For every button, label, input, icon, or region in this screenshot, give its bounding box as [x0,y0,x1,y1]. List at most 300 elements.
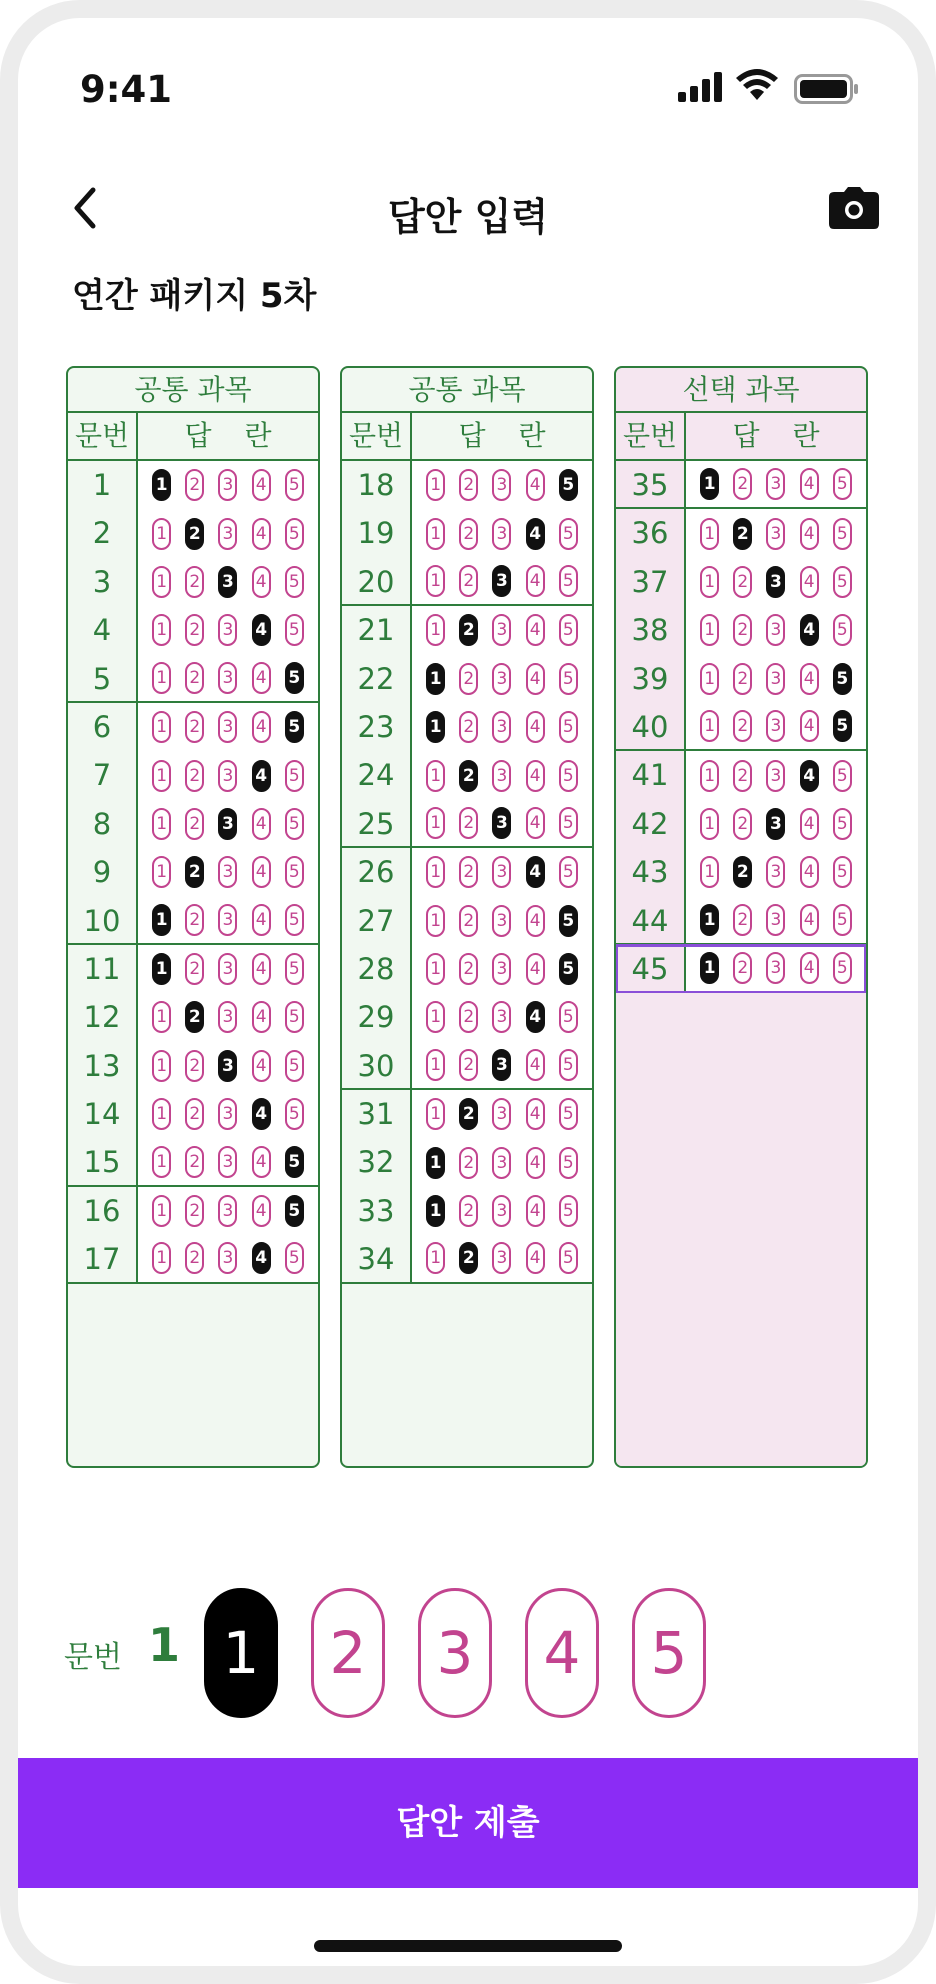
answer-sheet-1 [66,366,320,1468]
question-number: 16 [68,1187,138,1235]
sheet-empty-area [616,993,866,1466]
answer-bubble-2[interactable]: 2 [459,1242,478,1274]
answer-row[interactable] [68,800,318,848]
answer-bubble-2[interactable]: 2 [459,807,478,839]
answer-bubble-5[interactable]: 5 [285,711,304,743]
answer-bubble-1[interactable]: 1 [426,565,445,597]
answer-bubble-1[interactable]: 1 [426,1195,445,1227]
answer-bubble-4[interactable]: 4 [526,953,545,985]
answer-bubble-1[interactable]: 1 [700,663,719,695]
answer-bubble-4[interactable]: 4 [526,1242,545,1274]
answer-bubble-1[interactable]: 1 [700,904,719,936]
answer-row[interactable] [616,558,866,606]
answer-bubble-4[interactable]: 4 [800,760,819,792]
answer-bubble-3[interactable]: 3 [492,1001,511,1033]
answer-row[interactable] [68,509,318,557]
answer-bubble-1[interactable]: 1 [152,904,171,936]
question-number-header: 문번 [68,413,138,459]
answer-bubble-4[interactable]: 4 [252,469,271,501]
answer-bubble-4[interactable]: 4 [252,856,271,888]
answer-row[interactable] [68,703,318,751]
answer-row[interactable] [68,1187,318,1235]
answer-bubble-3[interactable]: 3 [492,565,511,597]
answer-row[interactable] [68,897,318,945]
answer-bubble-3[interactable]: 3 [766,760,785,792]
answer-bubble-2[interactable]: 2 [733,856,752,888]
answer-row[interactable] [342,751,592,799]
answer-bubble-1[interactable]: 1 [426,856,445,888]
answer-bubble-5[interactable]: 5 [559,1098,578,1130]
answer-bubble-4[interactable]: 4 [252,711,271,743]
answer-bubble-3[interactable]: 3 [766,566,785,598]
answer-bubble-5[interactable]: 5 [559,614,578,646]
answer-bubble-2[interactable]: 2 [185,1050,204,1082]
answer-bubble-3[interactable]: 3 [492,614,511,646]
answer-bubble-2[interactable]: 2 [733,614,752,646]
answer-bubble-3[interactable]: 3 [492,953,511,985]
answer-bubble-3[interactable]: 3 [492,807,511,839]
answer-bubble-1[interactable]: 1 [152,760,171,792]
question-number: 42 [616,800,686,848]
answer-bubble-5[interactable]: 5 [559,1195,578,1227]
exam-name: 연간 패키지 5차 [72,276,317,316]
answer-bubble-5[interactable]: 5 [285,1146,304,1178]
answer-bubble-3[interactable]: 3 [218,518,237,550]
answer-bubble-5[interactable]: 5 [285,1050,304,1082]
answer-bubble-1[interactable]: 1 [700,760,719,792]
answer-bubble-5[interactable]: 5 [285,953,304,985]
submit-button[interactable]: 답안 제출 [18,1758,918,1888]
answer-bubble-2[interactable]: 2 [459,1147,478,1179]
answer-bubble-5[interactable]: 5 [559,1147,578,1179]
answer-bubble-4[interactable]: 4 [526,1195,545,1227]
answer-row[interactable] [68,848,318,896]
answer-bubble-3[interactable]: 3 [218,856,237,888]
answer-bubble-4[interactable]: 4 [526,856,545,888]
answer-row[interactable] [342,897,592,945]
answer-bubble-2[interactable]: 2 [459,1098,478,1130]
answer-bubble-5[interactable]: 5 [833,856,852,888]
answer-bubble-4[interactable]: 4 [800,952,819,984]
answer-bubble-1[interactable]: 1 [426,663,445,695]
page-title: 답안 입력 [387,195,549,239]
answer-bubble-2[interactable]: 2 [459,760,478,792]
answer-bubble-2[interactable]: 2 [733,760,752,792]
choice-button-5[interactable]: 5 [632,1588,706,1718]
answer-row[interactable] [342,1235,592,1283]
sheet-empty-area [68,1284,318,1466]
answer-bubble-2[interactable]: 2 [185,953,204,985]
answer-bubbles [412,606,592,654]
answer-bubble-5[interactable]: 5 [559,856,578,888]
answer-bubble-4[interactable]: 4 [526,614,545,646]
answer-row[interactable] [342,461,592,509]
answer-bubble-5[interactable]: 5 [833,952,852,984]
answer-bubble-2[interactable]: 2 [459,905,478,937]
answer-bubble-3[interactable]: 3 [218,808,237,840]
answer-bubble-5[interactable]: 5 [833,518,852,550]
answer-bubble-1[interactable]: 1 [426,1049,445,1081]
answer-bubble-4[interactable]: 4 [252,614,271,646]
answer-bubble-5[interactable]: 5 [285,1098,304,1130]
answer-bubble-5[interactable]: 5 [285,614,304,646]
answer-bubble-4[interactable]: 4 [800,468,819,500]
answer-bubble-4[interactable]: 4 [252,953,271,985]
answer-bubble-4[interactable]: 4 [526,565,545,597]
answer-bubble-1[interactable]: 1 [426,953,445,985]
answer-bubble-2[interactable]: 2 [185,711,204,743]
answer-bubble-1[interactable]: 1 [700,808,719,840]
answer-row[interactable] [68,945,318,993]
choice-button-4[interactable]: 4 [525,1588,599,1718]
answer-bubble-1[interactable]: 1 [426,518,445,550]
answer-row[interactable] [342,993,592,1041]
answer-bubble-2[interactable]: 2 [733,904,752,936]
answer-row[interactable] [342,848,592,896]
answer-bubble-1[interactable]: 1 [426,760,445,792]
answer-bubble-5[interactable]: 5 [285,1001,304,1033]
answer-bubble-5[interactable]: 5 [559,1242,578,1274]
answer-bubble-4[interactable]: 4 [252,1146,271,1178]
answer-bubble-1[interactable]: 1 [426,1147,445,1179]
answer-bubble-1[interactable]: 1 [152,662,171,694]
answer-bubble-5[interactable]: 5 [559,905,578,937]
answer-bubble-3[interactable]: 3 [218,1146,237,1178]
answer-bubble-4[interactable]: 4 [526,1098,545,1130]
answer-bubble-5[interactable]: 5 [285,904,304,936]
answer-bubble-2[interactable]: 2 [185,904,204,936]
answer-bubble-3[interactable]: 3 [218,662,237,694]
answer-bubble-2[interactable]: 2 [185,1242,204,1274]
answer-bubble-4[interactable]: 4 [526,760,545,792]
answer-bubble-3[interactable]: 3 [492,663,511,695]
answer-bubble-1[interactable]: 1 [152,1242,171,1274]
answer-bubble-1[interactable]: 1 [700,468,719,500]
answer-bubbles [412,993,592,1041]
answer-bubble-1[interactable]: 1 [700,566,719,598]
answer-bubble-3[interactable]: 3 [218,1050,237,1082]
question-number: 15 [68,1138,138,1184]
answer-bubble-3[interactable]: 3 [218,469,237,501]
answer-bubble-4[interactable]: 4 [526,807,545,839]
answer-bubble-1[interactable]: 1 [426,614,445,646]
answer-bubble-3[interactable]: 3 [766,856,785,888]
answer-bubble-4[interactable]: 4 [800,808,819,840]
answer-row[interactable] [616,800,866,848]
answer-bubble-3[interactable]: 3 [766,904,785,936]
answer-bubble-1[interactable]: 1 [152,518,171,550]
answer-bubble-4[interactable]: 4 [252,808,271,840]
answer-bubble-1[interactable]: 1 [152,1050,171,1082]
answer-bubble-3[interactable]: 3 [218,1098,237,1130]
sheet-empty-area [342,1284,592,1466]
answer-bubble-2[interactable]: 2 [459,953,478,985]
answer-bubble-3[interactable]: 3 [492,1098,511,1130]
answer-bubble-3[interactable]: 3 [218,711,237,743]
answer-bubble-5[interactable]: 5 [559,953,578,985]
answer-bubble-4[interactable]: 4 [252,1195,271,1227]
answer-bubble-3[interactable]: 3 [492,711,511,743]
answer-bubble-1[interactable]: 1 [152,1098,171,1130]
answer-row[interactable] [342,1187,592,1235]
answer-bubble-5[interactable]: 5 [285,856,304,888]
wifi-icon [736,68,778,102]
answer-bubble-5[interactable]: 5 [833,904,852,936]
answer-bubble-5[interactable]: 5 [559,518,578,550]
answer-bubble-1[interactable]: 1 [700,856,719,888]
answer-bubbles [412,800,592,846]
answer-bubble-2[interactable]: 2 [459,518,478,550]
answer-row[interactable] [68,993,318,1041]
answer-bubble-4[interactable]: 4 [800,566,819,598]
answer-bubble-4[interactable]: 4 [252,662,271,694]
answer-bubble-3[interactable]: 3 [218,760,237,792]
answer-bubble-5[interactable]: 5 [559,1049,578,1081]
answer-row[interactable] [616,461,866,509]
answer-row[interactable] [68,751,318,799]
answer-bubble-1[interactable]: 1 [152,953,171,985]
answer-bubble-2[interactable]: 2 [733,808,752,840]
answer-bubble-3[interactable]: 3 [766,663,785,695]
answer-bubble-5[interactable]: 5 [559,663,578,695]
answer-bubble-3[interactable]: 3 [766,710,785,742]
answer-bubble-1[interactable]: 1 [152,1195,171,1227]
answer-bubble-2[interactable]: 2 [459,565,478,597]
answer-bubble-5[interactable]: 5 [559,711,578,743]
answer-bubble-2[interactable]: 2 [185,469,204,501]
answer-bubble-1[interactable]: 1 [152,856,171,888]
answer-row[interactable] [616,703,866,751]
answer-bubble-2[interactable]: 2 [459,614,478,646]
answer-row[interactable] [342,945,592,993]
answer-bubble-2[interactable]: 2 [185,1195,204,1227]
answer-row[interactable] [68,1138,318,1186]
answer-bubble-5[interactable]: 5 [559,469,578,501]
answer-bubble-1[interactable]: 1 [152,808,171,840]
answer-bubble-4[interactable]: 4 [526,518,545,550]
answer-bubble-4[interactable]: 4 [800,710,819,742]
answer-row[interactable] [616,509,866,557]
question-number: 20 [342,558,412,604]
answer-row[interactable] [68,1090,318,1138]
answer-row[interactable] [342,509,592,557]
answer-bubble-4[interactable]: 4 [252,1242,271,1274]
answer-bubble-3[interactable]: 3 [766,468,785,500]
answer-bubble-4[interactable]: 4 [526,663,545,695]
answer-bubble-2[interactable]: 2 [733,518,752,550]
answer-bubble-1[interactable]: 1 [426,711,445,743]
answer-bubble-1[interactable]: 1 [426,1242,445,1274]
answer-bubble-4[interactable]: 4 [526,1147,545,1179]
answer-bubble-3[interactable]: 3 [766,518,785,550]
answer-bubble-5[interactable]: 5 [285,1242,304,1274]
answer-row[interactable] [616,655,866,703]
answer-bubble-2[interactable]: 2 [733,663,752,695]
answer-row[interactable] [342,1090,592,1138]
answer-bubble-5[interactable]: 5 [559,1001,578,1033]
answer-row[interactable] [342,1138,592,1186]
answer-bubble-2[interactable]: 2 [185,1001,204,1033]
answer-bubble-1[interactable]: 1 [426,905,445,937]
answer-bubble-2[interactable]: 2 [185,1146,204,1178]
answer-bubble-2[interactable]: 2 [185,760,204,792]
answer-row[interactable] [68,558,318,606]
answer-bubble-4[interactable]: 4 [252,1001,271,1033]
answer-bubble-2[interactable]: 2 [185,808,204,840]
answer-row[interactable] [616,945,866,993]
answer-bubble-5[interactable]: 5 [285,1195,304,1227]
answer-bubble-5[interactable]: 5 [833,808,852,840]
answer-row[interactable] [342,655,592,703]
answer-bubble-5[interactable]: 5 [285,662,304,694]
answer-bubble-1[interactable]: 1 [426,1098,445,1130]
answer-bubble-1[interactable]: 1 [426,1001,445,1033]
answer-bubble-3[interactable]: 3 [218,953,237,985]
answer-bubble-5[interactable]: 5 [833,663,852,695]
answer-row[interactable] [616,606,866,654]
answer-bubble-1[interactable]: 1 [152,469,171,501]
answer-bubble-2[interactable]: 2 [185,566,204,598]
answer-bubble-4[interactable]: 4 [252,904,271,936]
answer-bubble-3[interactable]: 3 [218,566,237,598]
answer-bubbles [412,848,592,896]
answer-row[interactable] [342,558,592,606]
answer-bubble-4[interactable]: 4 [800,614,819,646]
answer-bubble-4[interactable]: 4 [526,711,545,743]
answer-bubble-5[interactable]: 5 [559,565,578,597]
question-number: 3 [68,558,138,606]
answer-bubble-1[interactable]: 1 [700,518,719,550]
answer-row[interactable] [616,751,866,799]
answer-bubble-2[interactable]: 2 [459,1195,478,1227]
answer-bubble-2[interactable]: 2 [185,662,204,694]
answer-bubble-1[interactable]: 1 [152,1001,171,1033]
answer-bubble-2[interactable]: 2 [459,663,478,695]
answer-bubble-2[interactable]: 2 [733,566,752,598]
answer-row[interactable] [342,606,592,654]
answer-bubble-3[interactable]: 3 [766,808,785,840]
answer-bubble-3[interactable]: 3 [492,760,511,792]
answer-row[interactable] [68,1235,318,1283]
nav-bar [18,168,918,248]
answer-bubble-1[interactable]: 1 [426,469,445,501]
answer-bubble-5[interactable]: 5 [285,760,304,792]
answer-bubble-2[interactable]: 2 [733,952,752,984]
answer-bubble-5[interactable]: 5 [833,760,852,792]
answer-bubble-3[interactable]: 3 [218,1195,237,1227]
answer-bubble-2[interactable]: 2 [459,1001,478,1033]
answer-bubble-4[interactable]: 4 [800,856,819,888]
sheet-title: 공통 과목 [342,368,592,413]
answer-bubble-5[interactable]: 5 [559,760,578,792]
answer-column-header [138,413,318,459]
answer-bubble-5[interactable]: 5 [285,518,304,550]
answer-row[interactable] [342,800,592,848]
answer-bubble-4[interactable]: 4 [526,1049,545,1081]
answer-bubble-5[interactable]: 5 [559,807,578,839]
answer-bubble-2[interactable]: 2 [733,710,752,742]
answer-bubble-4[interactable]: 4 [526,905,545,937]
answer-bubble-1[interactable]: 1 [152,566,171,598]
answer-bubble-2[interactable]: 2 [185,1098,204,1130]
answer-bubble-3[interactable]: 3 [492,1147,511,1179]
answer-bubble-3[interactable]: 3 [218,904,237,936]
answer-bubble-4[interactable]: 4 [800,904,819,936]
answer-bubble-1[interactable]: 1 [700,614,719,646]
answer-bubble-1[interactable]: 1 [152,614,171,646]
answer-bubble-2[interactable]: 2 [459,856,478,888]
answer-bubble-3[interactable]: 3 [218,614,237,646]
answer-bubble-3[interactable]: 3 [766,952,785,984]
answer-bubble-4[interactable]: 4 [252,760,271,792]
answer-row[interactable] [68,655,318,703]
answer-bubble-1[interactable]: 1 [152,1146,171,1178]
answer-bubble-1[interactable]: 1 [700,710,719,742]
answer-bubble-4[interactable]: 4 [526,469,545,501]
answer-bubble-2[interactable]: 2 [459,711,478,743]
answer-bubble-5[interactable]: 5 [833,710,852,742]
answer-row[interactable] [68,606,318,654]
answer-bubble-4[interactable]: 4 [252,1098,271,1130]
answer-row[interactable] [68,461,318,509]
answer-bubbles [686,558,866,606]
answer-bubble-2[interactable]: 2 [185,856,204,888]
answer-bubble-2[interactable]: 2 [459,469,478,501]
answer-bubble-3[interactable]: 3 [492,469,511,501]
answer-bubble-5[interactable]: 5 [833,566,852,598]
answer-bubble-4[interactable]: 4 [252,1050,271,1082]
answer-bubble-3[interactable]: 3 [492,856,511,888]
answer-row[interactable] [616,897,866,945]
answer-bubble-5[interactable]: 5 [285,469,304,501]
answer-bubble-1[interactable]: 1 [700,952,719,984]
answer-row[interactable] [342,703,592,751]
choice-button-3[interactable]: 3 [418,1588,492,1718]
answer-bubble-3[interactable]: 3 [492,1195,511,1227]
answer-bubble-4[interactable]: 4 [252,566,271,598]
answer-bubble-2[interactable]: 2 [185,614,204,646]
answer-bubble-5[interactable]: 5 [833,614,852,646]
answer-bubbles [686,461,866,507]
answer-bubble-3[interactable]: 3 [492,1242,511,1274]
answer-row[interactable] [616,848,866,896]
answer-bubble-4[interactable]: 4 [252,518,271,550]
answer-bubble-3[interactable]: 3 [492,1049,511,1081]
answer-bubble-2[interactable]: 2 [459,1049,478,1081]
answer-row[interactable] [342,1042,592,1090]
camera-icon[interactable] [828,186,880,230]
answer-bubble-4[interactable]: 4 [526,1001,545,1033]
answer-bubble-1[interactable]: 1 [152,711,171,743]
choice-button-1[interactable]: 1 [204,1588,278,1718]
answer-bubble-5[interactable]: 5 [285,566,304,598]
answer-bubble-2[interactable]: 2 [185,518,204,550]
answer-bubble-3[interactable]: 3 [492,518,511,550]
answer-bubble-4[interactable]: 4 [800,663,819,695]
question-number: 5 [68,655,138,701]
answer-row[interactable] [68,1042,318,1090]
answer-bubble-5[interactable]: 5 [285,808,304,840]
choice-button-2[interactable]: 2 [311,1588,385,1718]
answer-bubble-3[interactable]: 3 [218,1242,237,1274]
answer-bubble-4[interactable]: 4 [800,518,819,550]
answer-bubble-3[interactable]: 3 [766,614,785,646]
answer-bubble-2[interactable]: 2 [733,468,752,500]
answer-bubble-1[interactable]: 1 [426,807,445,839]
answer-bubble-3[interactable]: 3 [492,905,511,937]
answer-bubble-3[interactable]: 3 [218,1001,237,1033]
answer-bubble-5[interactable]: 5 [833,468,852,500]
